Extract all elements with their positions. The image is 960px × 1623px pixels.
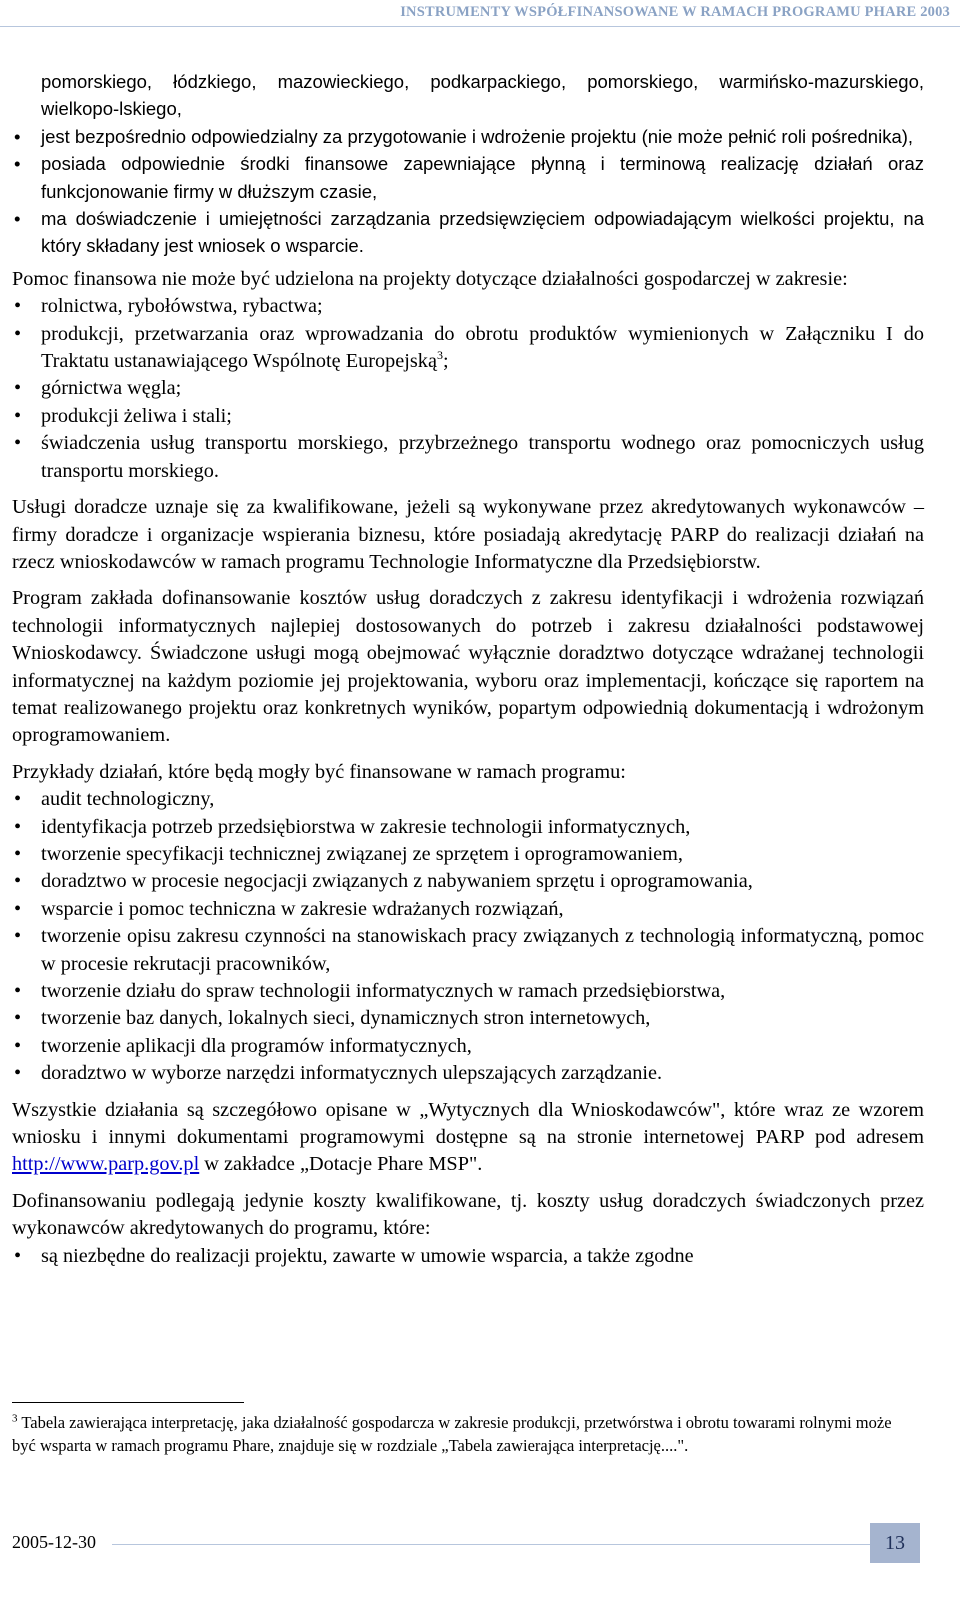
- footnote: [12, 1412, 912, 1457]
- bullet-icon: •: [14, 322, 22, 345]
- bullet-icon: •: [14, 432, 22, 455]
- list-item-text: tworzenie baz danych, lokalnych sieci, dynamicznych stron internetowych,: [41, 1007, 651, 1030]
- bullet-icon: •: [14, 125, 21, 147]
- list-item-text: tworzenie aplikacji dla programów informatycznych,: [41, 1034, 472, 1057]
- page-number: 13: [870, 1523, 920, 1563]
- list-item: [12, 150, 924, 205]
- bullet-icon: •: [14, 295, 22, 318]
- paragraph-text: w zakładce „Dotacje Phare MSP".: [199, 1153, 483, 1176]
- bullet-icon: •: [14, 153, 21, 175]
- bullet-icon: •: [14, 788, 22, 811]
- paragraph: Przykłady działań, które będą mogły być finansowane w ramach programu:: [12, 760, 626, 783]
- list-item-text: produkcji żeliwa i stali;: [41, 404, 232, 427]
- list-item-text: świadczenia usług transportu morskiego, przybrzeżnego transportu wodnego oraz pomocniczych usług transportu morskiego.: [41, 432, 924, 482]
- bullet-icon: •: [14, 870, 22, 893]
- list-item-text: są niezbędne do realizacji projektu, zawarte w umowie wsparcia, a także zgodne: [41, 1244, 694, 1267]
- list-item-text: audit technologiczny,: [41, 788, 215, 811]
- bullet-icon: •: [14, 842, 22, 865]
- header-title: INSTRUMENTY WSPÓŁFINANSOWANE W RAMACH PROGRAMU PHARE 2003: [400, 4, 950, 20]
- examples-list: [12, 786, 924, 1087]
- bullet-icon: •: [14, 1062, 22, 1085]
- list-item: [12, 868, 924, 895]
- footnote-mark: 3: [12, 1412, 18, 1425]
- paragraph: Dofinansowaniu podlegają jedynie koszty kwalifikowane, tj. koszty usług doradczych świadczonych przez wykonawców akredytowanych do programu, które:: [12, 1189, 924, 1240]
- list-item-text: tworzenie specyfikacji technicznej związanej ze sprzętem i oprogramowaniem,: [41, 842, 683, 865]
- list-item: [12, 403, 924, 430]
- paragraph: Program zakłada dofinansowanie kosztów usług doradczych z zakresu identyfikacji i wdrożenia rozwiązań technologii informatycznych najlepiej dostosowanych do potrzeb i zakresu działalności podstawowej Wnioskodawcy. Świadczone usługi mogą obejmować wyłącznie doradztwo dotyczące wdrażanej technologii informatycznej na każdym poziomie jej projektowania, wyboru oraz implementacji, kończące się raportem na temat realizowanego projektu oraz konkretnych wyników, popartym odpowiednią dokumentacją i wdrożonym oprogramowaniem.: [12, 587, 924, 747]
- list-item-text: ma doświadczenie i umiejętności zarządzania przedsięwzięciem odpowiadającym wielkości projektu, na który składany jest wniosek o wsparcie.: [41, 208, 924, 257]
- list-item: [12, 923, 924, 978]
- paragraph: Pomoc finansowa nie może być udzielona na projekty dotyczące działalności gospodarczej w zakresie:: [12, 267, 848, 290]
- footnote-ref: 3: [436, 348, 443, 363]
- header-rule: [0, 26, 960, 27]
- list-item-text: doradztwo w procesie negocjacji związanych z nabywaniem sprzętu i oprogramowania,: [41, 870, 753, 893]
- bullet-icon: •: [14, 1007, 22, 1030]
- page-footer: [0, 1520, 960, 1623]
- footnote-text: Tabela zawierająca interpretację, jaka działalność gospodarcza w zakresie produkcji, przetwórstwa i obrotu towarami rolnymi może być wsparta w ramach programu Phare, znajduje się w rozdziale „Tabela zawierająca interpretację....".: [12, 1413, 892, 1455]
- list-item-text: doradztwo w wyborze narzędzi informatycznych ulepszających zarządzanie.: [41, 1062, 663, 1085]
- list-item: [12, 321, 924, 376]
- exclusions-list: [12, 293, 924, 485]
- list-item: [12, 430, 924, 485]
- list-item-text: identyfikacja potrzeb przedsiębiorstwa w zakresie technologii informatycznych,: [41, 815, 691, 838]
- list-item-text: posiada odpowiednie środki finansowe zapewniające płynną i terminową realizację działań oraz funkcjonowanie firmy w dłuższym czasie,: [41, 153, 924, 202]
- list-item-punct: ;: [442, 350, 449, 373]
- paragraph-text: Wszystkie działania są szczegółowo opisane w „Wytycznych dla Wnioskodawców", które wraz ze wzorem wniosku i innymi dokumentami programowymi dostępne są na stronie internetowej PARP pod adresem: [12, 1098, 924, 1149]
- footer-date: 2005-12-30: [12, 1532, 96, 1552]
- bullet-icon: •: [14, 925, 22, 948]
- bullet-icon: •: [14, 208, 21, 230]
- list-item: [12, 814, 924, 841]
- list-item: [12, 841, 924, 868]
- list-item-text: górnictwa węgla;: [41, 377, 182, 400]
- list-item-text: wsparcie i pomoc techniczna w zakresie wdrażanych rozwiązań,: [41, 897, 564, 920]
- list-item: [12, 293, 924, 320]
- list-item: [12, 1005, 924, 1032]
- bullet-icon: •: [14, 815, 22, 838]
- list-item: [12, 978, 924, 1005]
- list-item: [12, 786, 924, 813]
- list-item: [12, 896, 924, 923]
- document-body: [12, 68, 924, 1270]
- bullet-icon: •: [14, 1244, 22, 1267]
- bullet-icon: •: [14, 1034, 22, 1057]
- list-item-text: tworzenie opisu zakresu czynności na stanowiskach pracy związanych z technologią informatyczną, pomoc w procesie rekrutacji pracowników,: [41, 925, 924, 975]
- paragraph: [12, 1097, 924, 1179]
- list-item: [12, 1033, 924, 1060]
- page-header: [0, 0, 960, 28]
- list-item-text: tworzenie działu do spraw technologii informatycznych w ramach przedsiębiorstwa,: [41, 980, 726, 1002]
- parp-website-link[interactable]: http://www.parp.gov.pl: [12, 1153, 200, 1176]
- list-item-text: produkcji, przetwarzania oraz wprowadzania do obrotu produktów wymienionych w Załączniku I do Traktatu ustanawiającego Wspólnotę Europejską: [41, 322, 924, 373]
- list-item-text: pomorskiego, łódzkiego, mazowieckiego, podkarpackiego, pomorskiego, warmińsko-mazurskiego, wielkopo-lskiego,: [41, 71, 924, 120]
- list-item: [12, 123, 924, 150]
- list-item-text: jest bezpośrednio odpowiedzialny za przygotowanie i wdrożenie projektu (nie może pełnić roli pośrednika),: [41, 125, 914, 147]
- paragraph: Usługi doradcze uznaje się za kwalifikowane, jeżeli są wykonywane przez akredytowanych wykonawców – firmy doradcze i organizacje wspierania biznesu, które posiadają akredytację PARP do realizacji działań na rzecz wnioskodawców w ramach programu Technologie Informatyczne dla Przedsiębiorstw.: [12, 496, 924, 573]
- bullet-icon: •: [14, 377, 22, 400]
- list-item-text: rolnictwa, rybołówstwa, rybactwa;: [41, 295, 323, 318]
- footer-rule: [112, 1544, 872, 1545]
- list-item: [12, 1243, 924, 1270]
- footnote-separator: [12, 1402, 244, 1403]
- list-item: [12, 1060, 924, 1087]
- list-item: [12, 205, 924, 260]
- bullet-icon: •: [14, 404, 22, 427]
- costs-list: [12, 1243, 924, 1270]
- bullet-icon: •: [14, 897, 22, 920]
- list-item: [12, 68, 924, 123]
- list-item: [12, 375, 924, 402]
- eligibility-list: [12, 68, 924, 260]
- bullet-icon: •: [14, 980, 22, 1002]
